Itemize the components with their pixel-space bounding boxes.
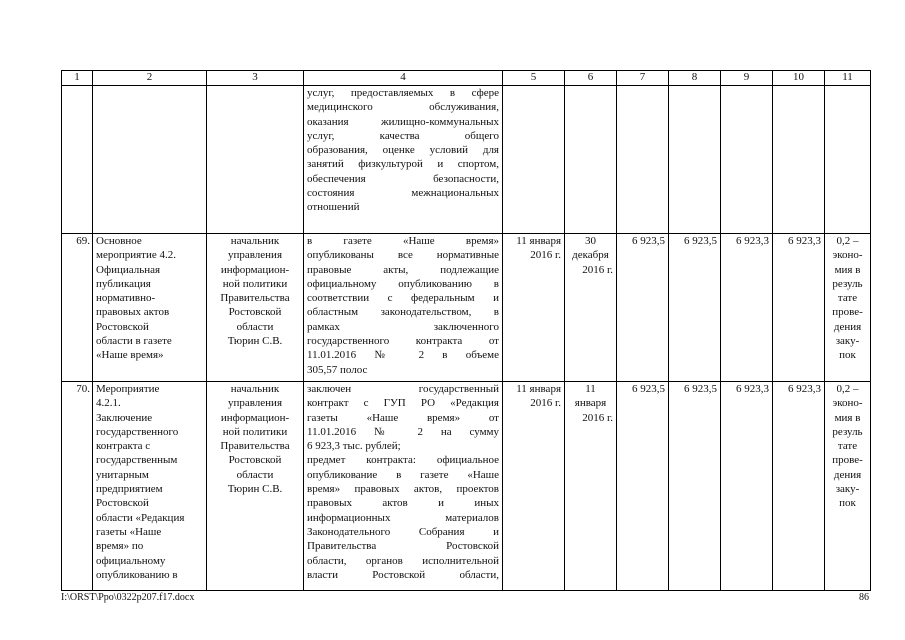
result-description: в газете «Наше время» опубликованы все нормативные правовые акты, подлежащие официальному опубликованию в соответствии с федеральным и областным законодательством, в рамках заключенного государственного контракта от 11.01.2016 № 2 в объеме 305,57 полос [304, 234, 503, 382]
amount-cell: 6 923,3 [721, 234, 773, 382]
footer-file-path: I:\ORST\Ppo\0322p207.f17.docx [61, 592, 195, 603]
column-header: 10 [773, 71, 825, 86]
column-header: 6 [565, 71, 617, 86]
amount-cell: 6 923,5 [669, 382, 721, 591]
responsible-person: начальник управления информацион- ной политики Правительства Ростовской области Тюрин С.В. [207, 234, 304, 382]
start-date: 11 января 2016 г. [503, 382, 565, 591]
responsible-person: начальник управления информацион- ной политики Правительства Ростовской области Тюрин С.В. [207, 382, 304, 591]
amount-cell: 6 923,3 [773, 234, 825, 382]
note-cell: 0,2 – эконо- мия в резуль тате прове- дения заку- пок [825, 382, 871, 591]
amount-cell: 6 923,5 [669, 234, 721, 382]
column-header: 1 [62, 71, 93, 86]
column-header: 4 [304, 71, 503, 86]
column-header: 2 [93, 71, 207, 86]
column-header: 9 [721, 71, 773, 86]
end-date: 11 января 2016 г. [565, 382, 617, 591]
column-header: 7 [617, 71, 669, 86]
activity-name: Мероприятие 4.2.1. Заключение государственного контракта с государственным унитарным предприятием Ростовской области «Редакция газеты «Наше время» по официальному опубликованию в [93, 382, 207, 591]
table-row [62, 382, 871, 591]
activity-name: Основное мероприятие 4.2. Официальная публикация нормативно- правовых актов Ростовской области в газете «Наше время» [93, 234, 207, 382]
row-number: 69. [62, 234, 93, 382]
note-cell: 0,2 – эконо- мия в резуль тате прове- дения заку- пок [825, 234, 871, 382]
continuation-description: услуг, предоставляемых в сфере медицинского обслуживания, оказания жилищно-коммунальных услуг, качества общего образования, оценке условий для занятий физкультурой и спортом, обеспечения безопасности, состояния межнациональных отношений [304, 86, 503, 234]
column-header: 5 [503, 71, 565, 86]
report-table [61, 70, 871, 591]
row-number: 70. [62, 382, 93, 591]
amount-cell: 6 923,5 [617, 382, 669, 591]
column-header: 3 [207, 71, 304, 86]
amount-cell: 6 923,3 [773, 382, 825, 591]
amount-cell: 6 923,5 [617, 234, 669, 382]
column-header: 11 [825, 71, 871, 86]
column-number-row [62, 71, 871, 86]
table-row [62, 234, 871, 382]
result-description: заключен государственный контракт с ГУП РО «Редакция газеты «Наше время» от 11.01.2016 № 2 на сумму 6 923,3 тыс. рублей; предмет контракта: официальное опубликование в газете «Наше время» правовых актов, проектов правовых актов и иных информационных материалов Законодательного Собрания и Правительства Ростовской области, органов исполнительной власти Ростовской области, [304, 382, 503, 591]
page-number: 86 [859, 592, 869, 603]
amount-cell: 6 923,3 [721, 382, 773, 591]
start-date: 11 января 2016 г. [503, 234, 565, 382]
column-header: 8 [669, 71, 721, 86]
continuation-row [62, 86, 871, 234]
end-date: 30 декабря 2016 г. [565, 234, 617, 382]
